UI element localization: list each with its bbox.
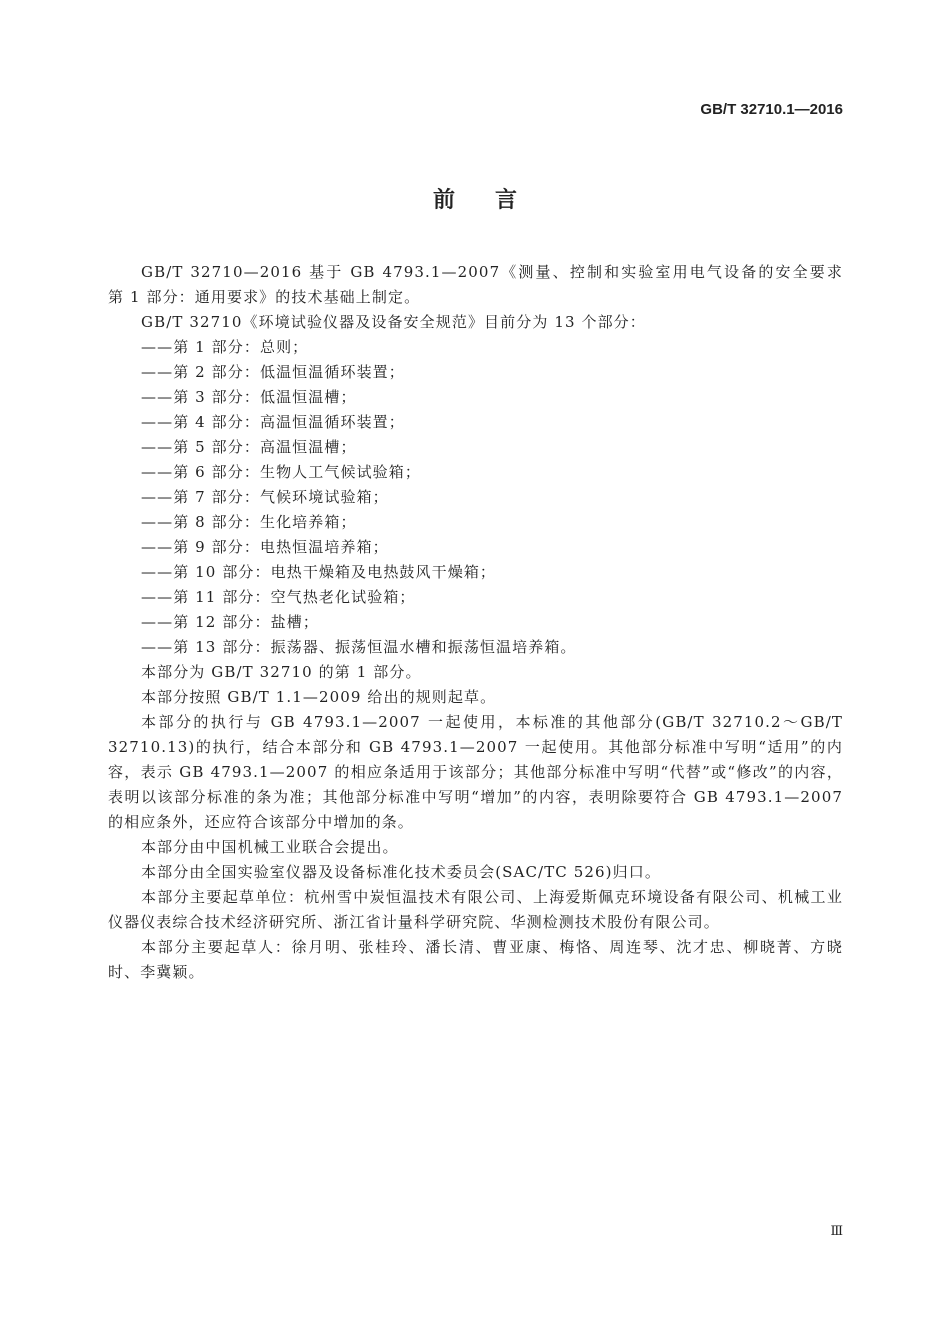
paragraph: 本部分的执行与 GB 4793.1—2007 一起使用，本标准的其他部分(GB/T 32710.2～GB/T 32710.13)的执行，结合本部分和 GB 4793.1—2007 一起使用。其他部分标准中写明“适用”的内容，表示 GB 4793.1—2007 的相应条适用于该部分；其他部分标准中写明“代替”或“修改”的内容，表明以该部分标准的条为准；其他部分标准中写明“增加”的内容，表明除要符合 GB 4793.1—2007 的相应条外，还应符合该部分中增加的条。 <box>108 713 843 831</box>
list-item: ——第 3 部分：低温恒温槽； <box>141 388 357 406</box>
document-body <box>108 260 860 985</box>
paragraph: 本部分按照 GB/T 1.1—2009 给出的规则起草。 <box>141 688 497 706</box>
page-number: Ⅲ <box>830 1224 843 1239</box>
list-item: ——第 13 部分：振荡器、振荡恒温水槽和振荡恒温培养箱。 <box>141 638 577 656</box>
page-title: 前言 <box>432 188 557 213</box>
list-item: ——第 12 部分：盐槽； <box>141 613 319 631</box>
paragraph: 本部分由全国实验室仪器及设备标准化技术委员会(SAC/TC 526)归口。 <box>141 863 661 881</box>
paragraph: GB/T 32710《环境试验仪器及设备安全规范》目前分为 13 个部分： <box>141 313 646 331</box>
paragraph: GB/T 32710—2016 基于 GB 4793.1—2007《测量、控制和实验室用电气设备的安全要求 第 1 部分：通用要求》的技术基础上制定。 <box>108 263 860 306</box>
paragraph: 本部分主要起草人：徐月明、张桂玲、潘长清、曹亚康、梅恪、周连琴、沈才忠、柳晓菁、方晓时、李冀颖。 <box>108 938 843 981</box>
list-item: ——第 5 部分：高温恒温槽； <box>141 438 357 456</box>
list-item: ——第 7 部分：气候环境试验箱； <box>141 488 389 506</box>
standard-number: GB/T 32710.1—2016 <box>700 101 843 118</box>
list-item: ——第 9 部分：电热恒温培养箱； <box>141 538 389 556</box>
list-item: ——第 10 部分：电热干燥箱及电热鼓风干燥箱； <box>141 563 497 581</box>
list-item: ——第 1 部分：总则； <box>141 338 309 356</box>
list-item: ——第 8 部分：生化培养箱； <box>141 513 357 531</box>
list-item: ——第 11 部分：空气热老化试验箱； <box>141 588 416 606</box>
paragraph: 本部分为 GB/T 32710 的第 1 部分。 <box>141 663 422 681</box>
list-item: ——第 2 部分：低温恒温循环装置； <box>141 363 405 381</box>
list-item: ——第 4 部分：高温恒温循环装置； <box>141 413 405 431</box>
paragraph: 本部分由中国机械工业联合会提出。 <box>141 838 399 856</box>
list-item: ——第 6 部分：生物人工气候试验箱； <box>141 463 421 481</box>
parts-list <box>108 335 843 660</box>
paragraph: 本部分主要起草单位：杭州雪中炭恒温技术有限公司、上海爱斯佩克环境设备有限公司、机械工业仪器仪表综合技术经济研究所、浙江省计量科学研究院、华测检测技术股份有限公司。 <box>108 888 843 931</box>
